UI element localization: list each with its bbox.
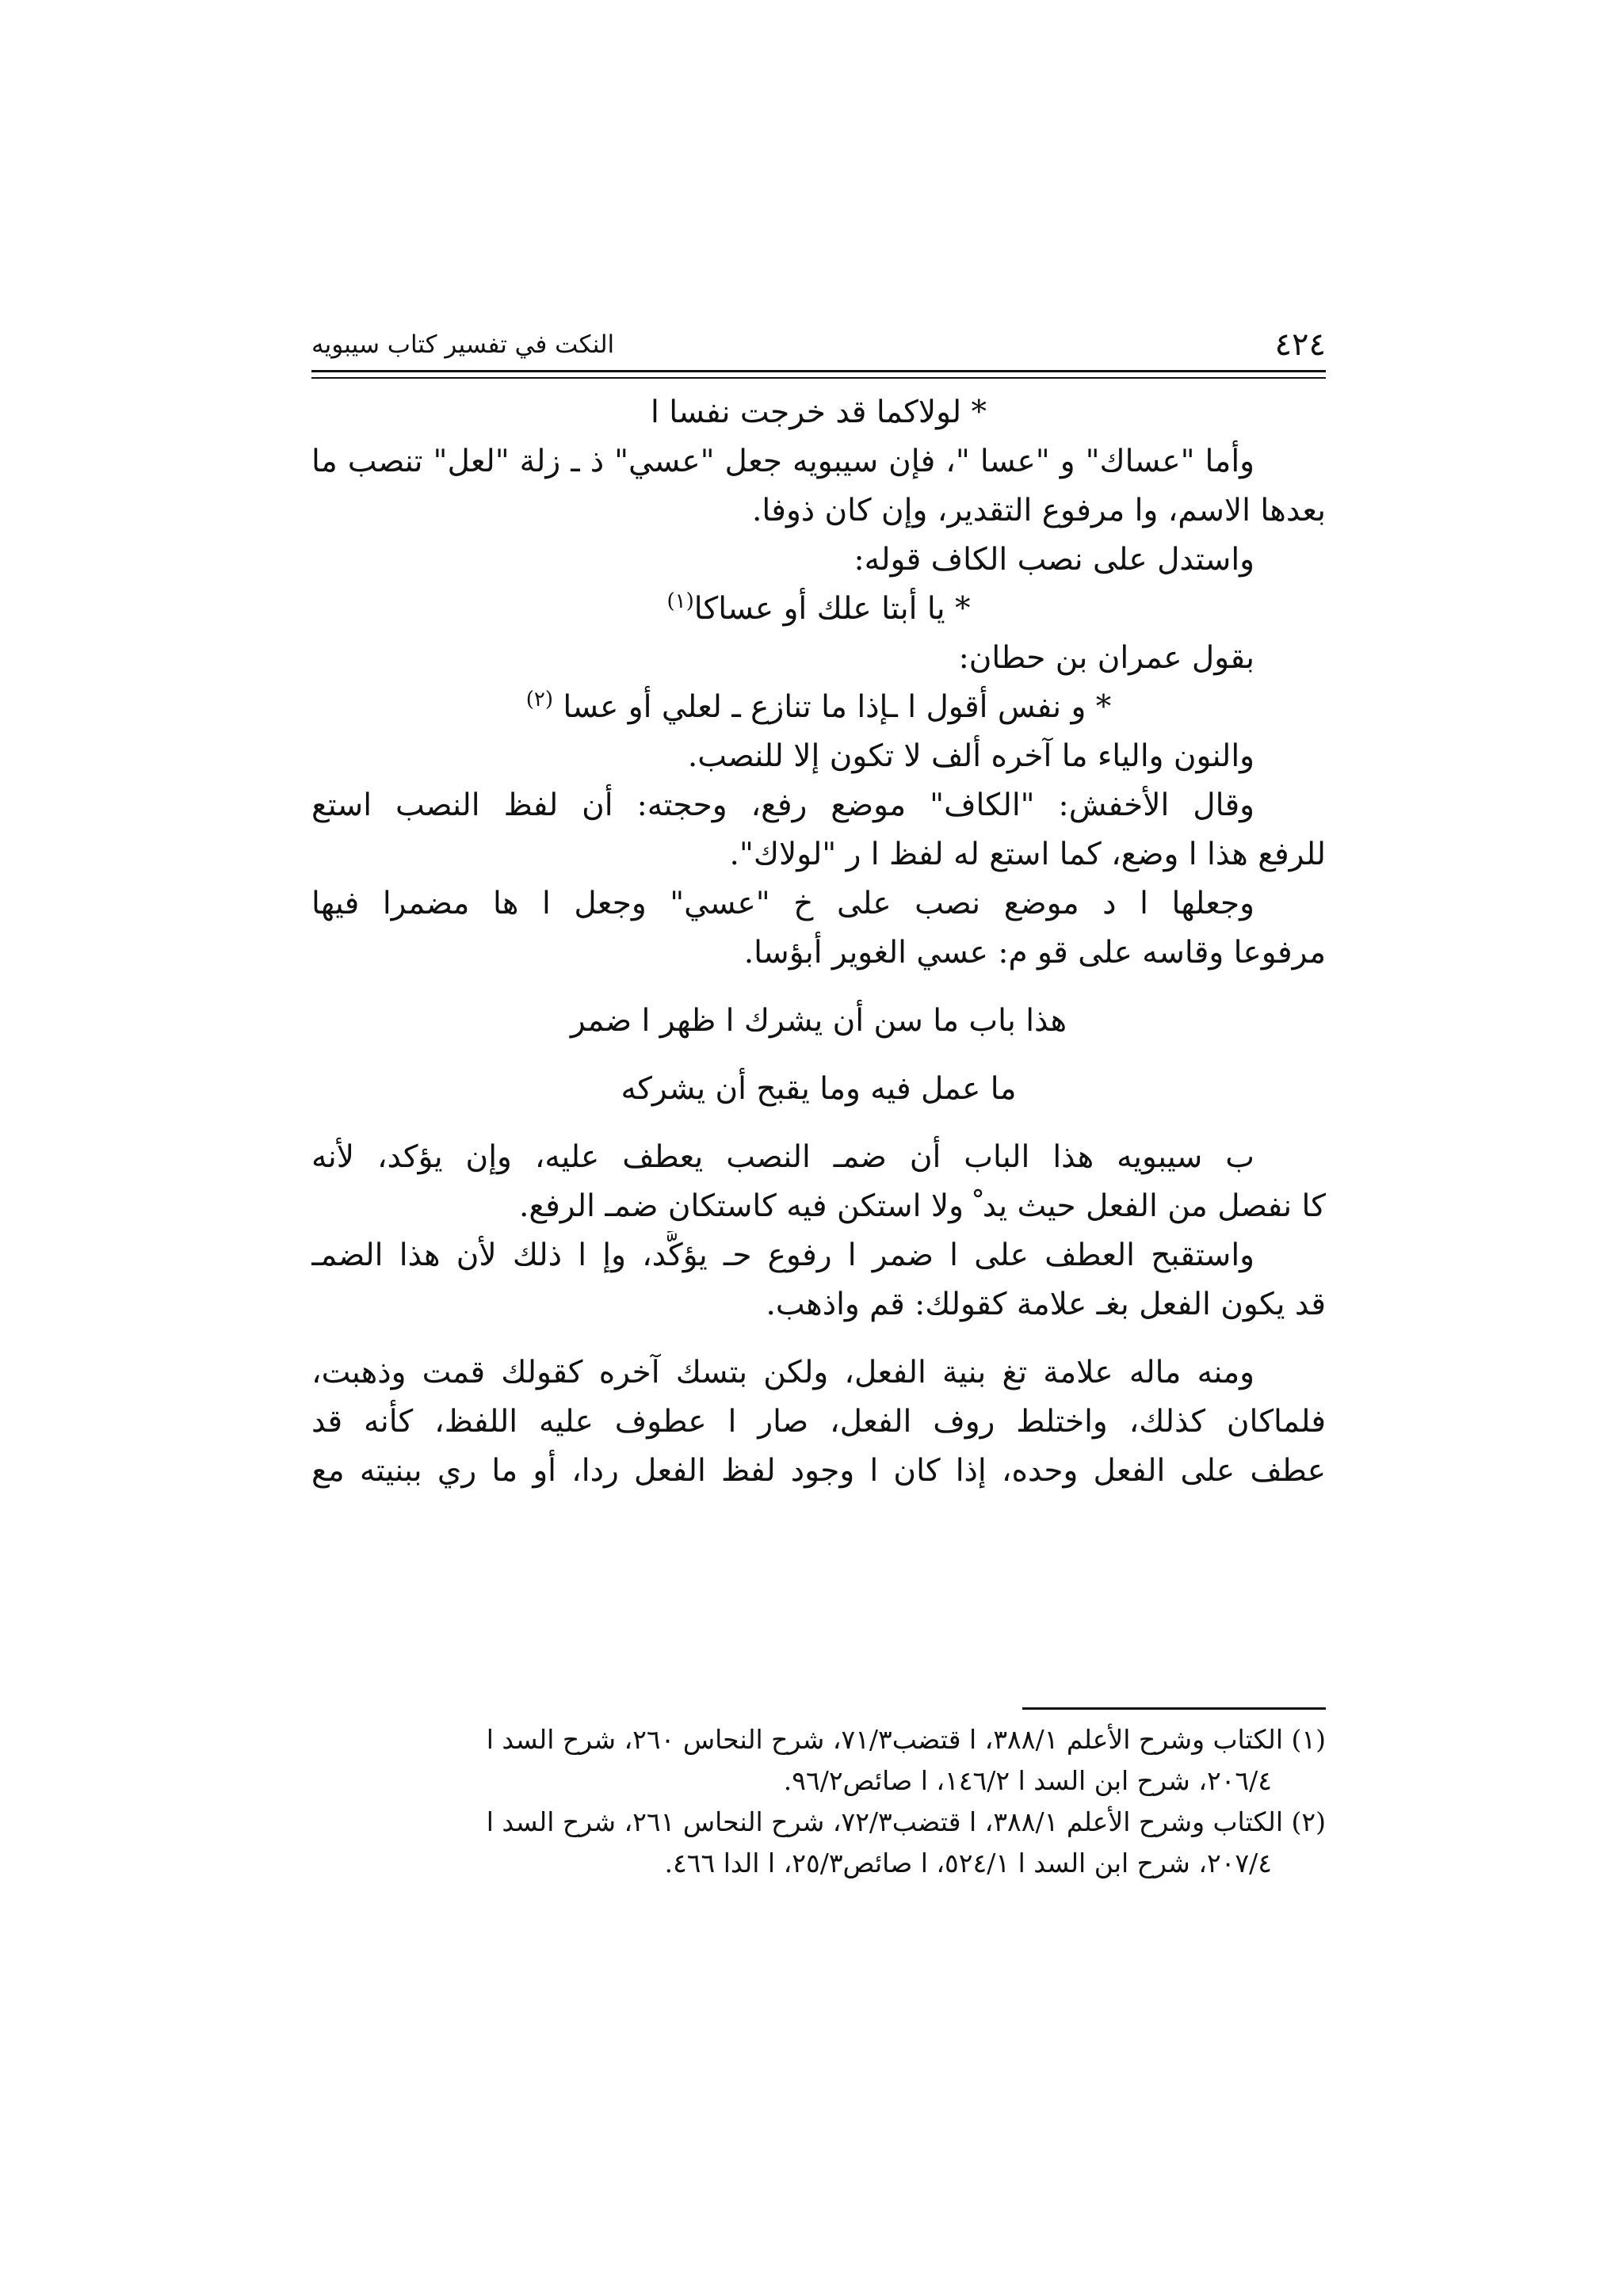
page-number: ٤٢٤ [1274, 326, 1326, 363]
footnote-text: (٢) الكتاب وشرح الأعلم ٣٨٨/١، ا قتضب٧٢/٣، شرح النحاس ٢٦١، شرح السد ا [486, 1806, 1326, 1837]
footnote-ref-2[interactable]: (٢) [525, 688, 553, 711]
footnote-text: (١) الكتاب وشرح الأعلم ٣٨٨/١، ا قتضب٧١/٣، شرح النحاس ٢٦٠، شرح السد ا [486, 1724, 1326, 1755]
heading-text: ما عمل فيه وما يقبح أن يشركه [621, 1071, 1017, 1107]
footnote-text: ٢٠٧/٤، شرح ابن السد ا ٥٢٤/١، ا صائص٢٥/٣، ا الدا ٤٦٦. [664, 1848, 1272, 1878]
footnote-separator [1022, 1707, 1326, 1710]
verse-line [311, 388, 1326, 437]
paragraph-line [311, 536, 1326, 585]
verse-line [311, 585, 1326, 634]
page-header [311, 321, 1326, 368]
verse-text: * و نفس أقول ا ـإذا ما تنازع ـ لعلي أو عسا [563, 689, 1112, 725]
footnote-2 [311, 1802, 1326, 1843]
header-rule-thick [311, 370, 1326, 372]
line-text: ب سيبويه هذا الباب أن ضمـ النصب يعطف عليه، وإن يؤكد، لأنه [311, 1139, 1254, 1175]
line-text: مرفوعا وقاسه على قو م: عسي الغوير أبؤسا. [743, 935, 1326, 971]
line-text: للرفع هذا ا وضع، كما استع له لفظ ا ر "لولاك". [729, 837, 1326, 872]
line-text: وجعلها ا د موضع نصب على خ "عسي" وجعل ا ها مضمرا فيها [311, 886, 1254, 921]
line-text: بقول عمران بن حطان: [958, 640, 1254, 676]
verse-text: * لولاكما قد خرجت نفسا ا [651, 395, 987, 430]
line-text: بعدها الاسم، وا مرفوع التقدير، وإن كان ذوفا. [752, 493, 1326, 528]
paragraph-line [311, 634, 1326, 683]
paragraph-line [311, 1348, 1326, 1398]
paragraph-line [311, 929, 1326, 978]
line-text: كا نفصل من الفعل حيث يد ْ ولا استكن فيه كاستكان ضمـ الرفع. [518, 1188, 1326, 1224]
line-text: واستدل على نصب الكاف قوله: [854, 542, 1254, 578]
line-text: عطف على الفعل وحده، إذا كان ا وجود لفظ الفعل ردا، أو ما ري ببنيته مع [311, 1453, 1326, 1489]
line-text: وقال الأخفش: "الكاف" موضع رفع، وحجته: أن لفظ النصب استع [311, 788, 1254, 823]
line-text: واستقبح العطف على ا ضمر ا رفوع حـ يؤكَّد، وإ ا ذلك لأن هذا الضمـ [311, 1238, 1254, 1273]
line-text: فلماكان كذلك، واختلط روف الفعل، صار ا عطوف عليه اللفظ، كأنه قد [311, 1404, 1326, 1440]
running-title: النكت في تفسير كتاب سيبويه [311, 330, 615, 359]
header-rule-thin [311, 377, 1326, 379]
section-heading-line [311, 997, 1326, 1046]
line-text: ومنه ماله علامة تغ بنية الفعل، ولكن بتسك آخره كقولك قمت وذهبت، [311, 1355, 1254, 1390]
heading-text: هذا باب ما سن أن يشرك ا ظهر ا ضمر [570, 1003, 1067, 1039]
verse-line [311, 683, 1326, 732]
paragraph-line [311, 486, 1326, 536]
paragraph-line [311, 830, 1326, 879]
main-text [311, 388, 1326, 1496]
line-text: والنون والياء ما آخره ألف لا تكون إلا للنصب. [687, 738, 1254, 774]
footnote-1 [311, 1719, 1326, 1760]
paragraph-line [311, 1280, 1326, 1329]
footnote-2-continued [311, 1843, 1326, 1884]
paragraph-line [311, 1231, 1326, 1280]
footnotes [311, 1719, 1326, 1884]
footnote-1-continued [311, 1760, 1326, 1802]
verse-text: * يا أبتا علك أو عساكا [693, 591, 971, 627]
paragraph-line [311, 1398, 1326, 1447]
footnote-text: ٢٠٦/٤، شرح ابن السد ا ١٤٦/٢، ا صائص٩٦/٢. [783, 1765, 1272, 1796]
paragraph-line [311, 437, 1326, 486]
paragraph-line [311, 781, 1326, 830]
line-text: وأما "عساك" و "عسا "، فإن سيبويه جعل "عسي" ذ ـ زلة "لعل" تنصب ما [311, 444, 1254, 479]
paragraph-line [311, 1182, 1326, 1231]
paragraph-line [311, 732, 1326, 781]
line-text: قد يكون الفعل بغـ علامة كقولك: قم واذهب. [766, 1287, 1326, 1322]
footnote-ref-1[interactable]: (١) [666, 589, 694, 613]
section-heading-line [311, 1065, 1326, 1114]
paragraph-line [311, 879, 1326, 929]
paragraph-line [311, 1447, 1326, 1496]
paragraph-line [311, 1133, 1326, 1182]
